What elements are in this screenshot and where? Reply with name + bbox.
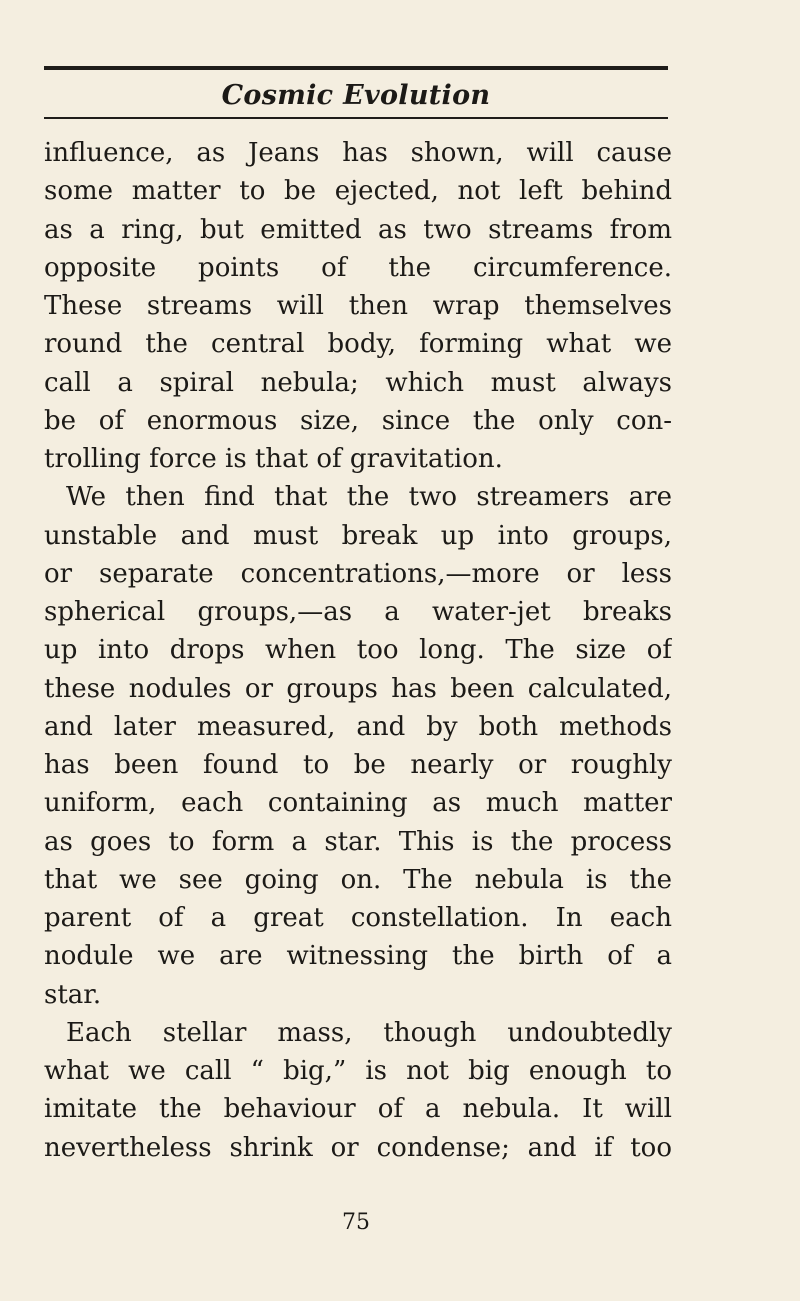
text-line: some matter to be ejected, not left behind bbox=[44, 176, 672, 207]
text-line: opposite points of the circumference. bbox=[44, 252, 672, 283]
text-line: nodule we are witnessing the birth of a bbox=[44, 941, 672, 972]
text-line: as a ring, but emitted as two streams from bbox=[44, 214, 672, 245]
text-line: unstable and must break up into groups, bbox=[44, 520, 672, 551]
text-line: these nodules or groups has been calculated, bbox=[44, 673, 672, 704]
text-line: and later measured, and by both methods bbox=[44, 711, 672, 742]
text-line: parent of a great constellation. In each bbox=[44, 903, 672, 933]
running-head: Cosmic Evolution bbox=[221, 80, 491, 111]
text-line: as goes to form a star. This is the process bbox=[44, 826, 672, 857]
text-line: up into drops when too long. The size of bbox=[44, 635, 672, 666]
text-line: or separate concentrations,—more or less bbox=[44, 558, 672, 589]
text-line: that we see going on. The nebula is the bbox=[44, 864, 672, 895]
text-line: what we call “ big,” is not big enough to bbox=[44, 1056, 672, 1086]
text-line: These streams will then wrap themselves bbox=[44, 291, 672, 321]
text-line: Each stellar mass, though undoubtedly bbox=[66, 1017, 672, 1048]
text-line: be of enormous size, since the only con- bbox=[44, 405, 672, 436]
header-rule-top bbox=[44, 66, 668, 70]
text-line: nevertheless shrink or condense; and if too bbox=[44, 1132, 672, 1163]
text-line: uniform, each containing as much matter bbox=[44, 788, 672, 819]
page-number: 75 bbox=[342, 1210, 370, 1235]
text-line: call a spiral nebula; which must always bbox=[44, 367, 672, 398]
text-line: We then find that the two streamers are bbox=[66, 482, 672, 513]
text-line: round the central body, forming what we bbox=[44, 329, 672, 360]
text-line: has been found to be nearly or roughly bbox=[44, 750, 672, 780]
text-line: imitate the behaviour of a nebula. It will bbox=[44, 1094, 672, 1125]
header-rule-bottom bbox=[44, 117, 668, 119]
text-line: spherical groups,—as a water-jet breaks bbox=[44, 597, 672, 627]
text-line: trolling force is that of gravitation. bbox=[44, 444, 503, 474]
text-line: star. bbox=[44, 979, 102, 1010]
body-text bbox=[44, 134, 672, 1167]
text-line: influence, as Jeans has shown, will cause bbox=[44, 138, 672, 168]
